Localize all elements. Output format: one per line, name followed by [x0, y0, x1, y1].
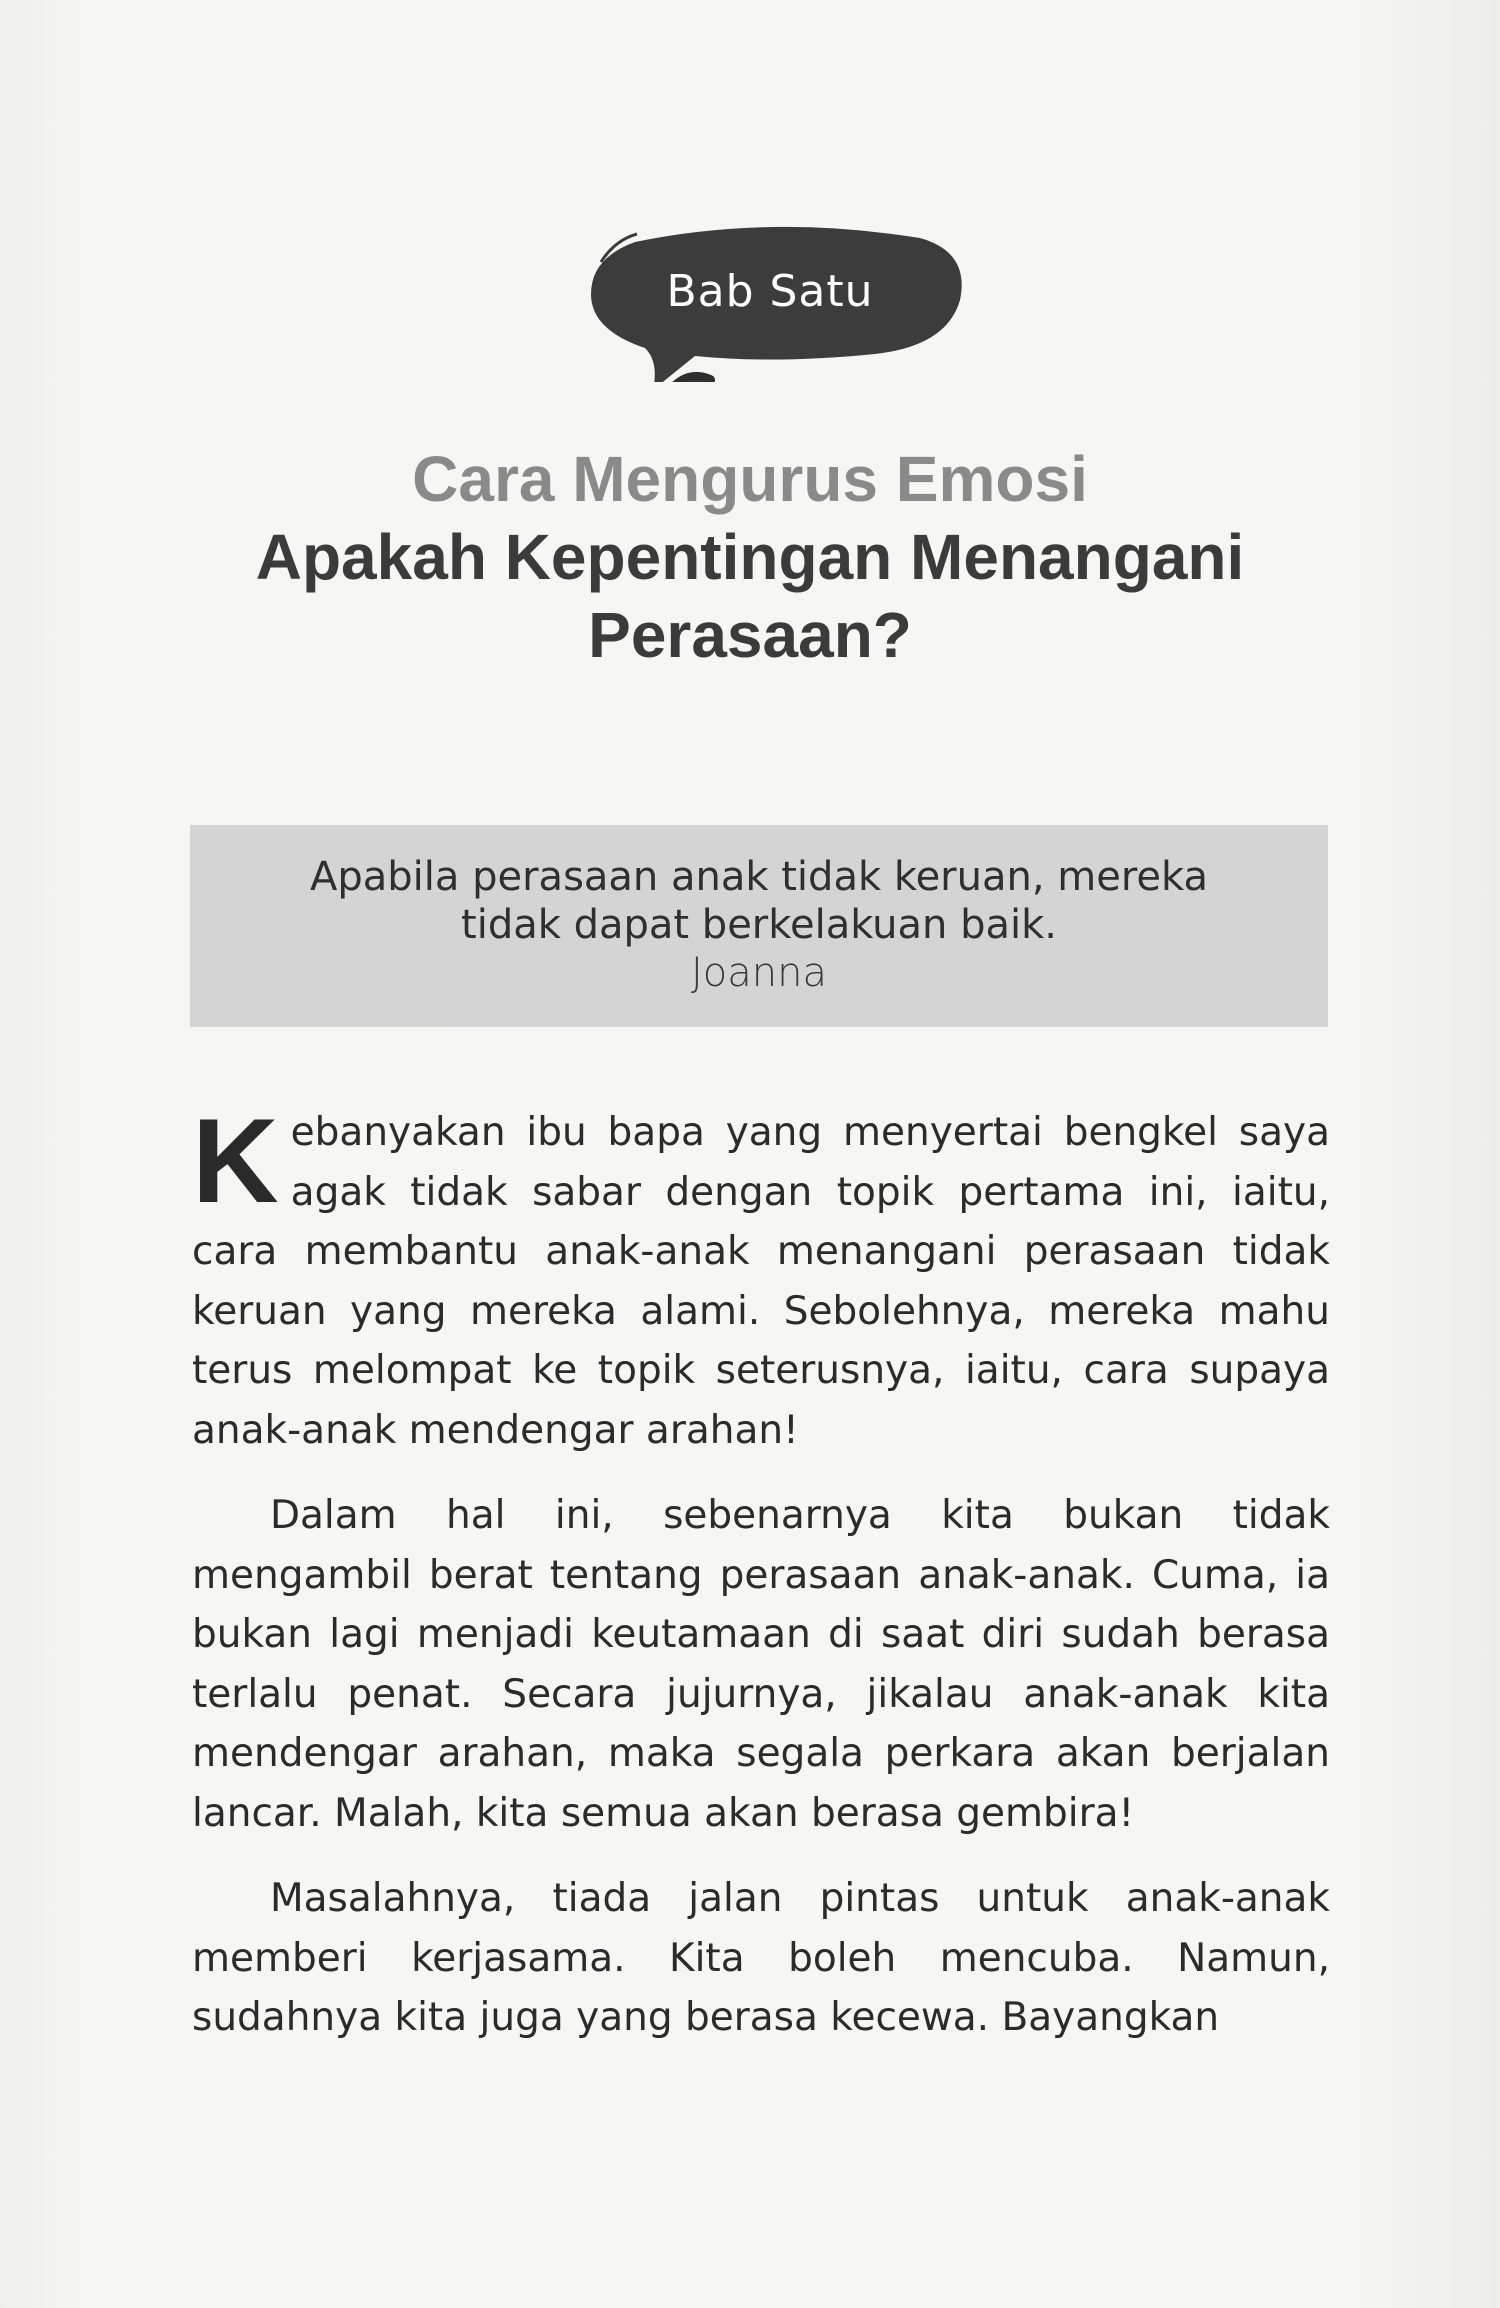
chapter-badge	[575, 222, 965, 382]
epigraph-box	[190, 825, 1328, 1027]
paragraph-3: Masalahnya, tiada jalan pintas untuk anak-anak memberi kerjasama. Kita boleh mencuba. Namun, sudahnya kita juga yang berasa kecewa. Bayangkan	[192, 1876, 1330, 2040]
chapter-title	[150, 440, 1350, 674]
drop-cap: K	[192, 1094, 279, 1228]
chapter-label: Bab Satu	[666, 266, 874, 317]
paragraph-1	[192, 1094, 1330, 1460]
paragraph-1-text: ebanyakan ibu bapa yang menyertai bengkel saya agak tidak sabar dengan topik pertama ini, iaitu, cara membantu anak-anak menangani perasaan tidak keruan yang mereka alami. Sebolehnya, mereka mahu terus melompat ke topik seterusnya, iaitu, cara supaya anak-anak mendengar arahan!	[192, 1110, 1330, 1453]
title-sub: Apakah Kepentingan Menangani Perasaan?	[255, 521, 1245, 671]
paragraph-2: Dalam hal ini, sebenarnya kita bukan tidak mengambil berat tentang perasaan anak-anak. Cuma, ia bukan lagi menjadi keutamaan di saat diri sudah berasa terlalu penat. Secara jujurnya, jikalau anak-anak kita mendengar arahan, maka segala perkara akan berjalan lancar. Malah, kita semua akan berasa gembira!	[192, 1493, 1330, 1836]
body-text	[192, 1094, 1330, 2074]
title-main: Cara Mengurus Emosi	[412, 443, 1088, 515]
epigraph-author: Joanna	[691, 950, 827, 996]
epigraph-text: Apabila perasaan anak tidak keruan, mereka tidak dapat berkelakuan baik.	[310, 854, 1208, 948]
